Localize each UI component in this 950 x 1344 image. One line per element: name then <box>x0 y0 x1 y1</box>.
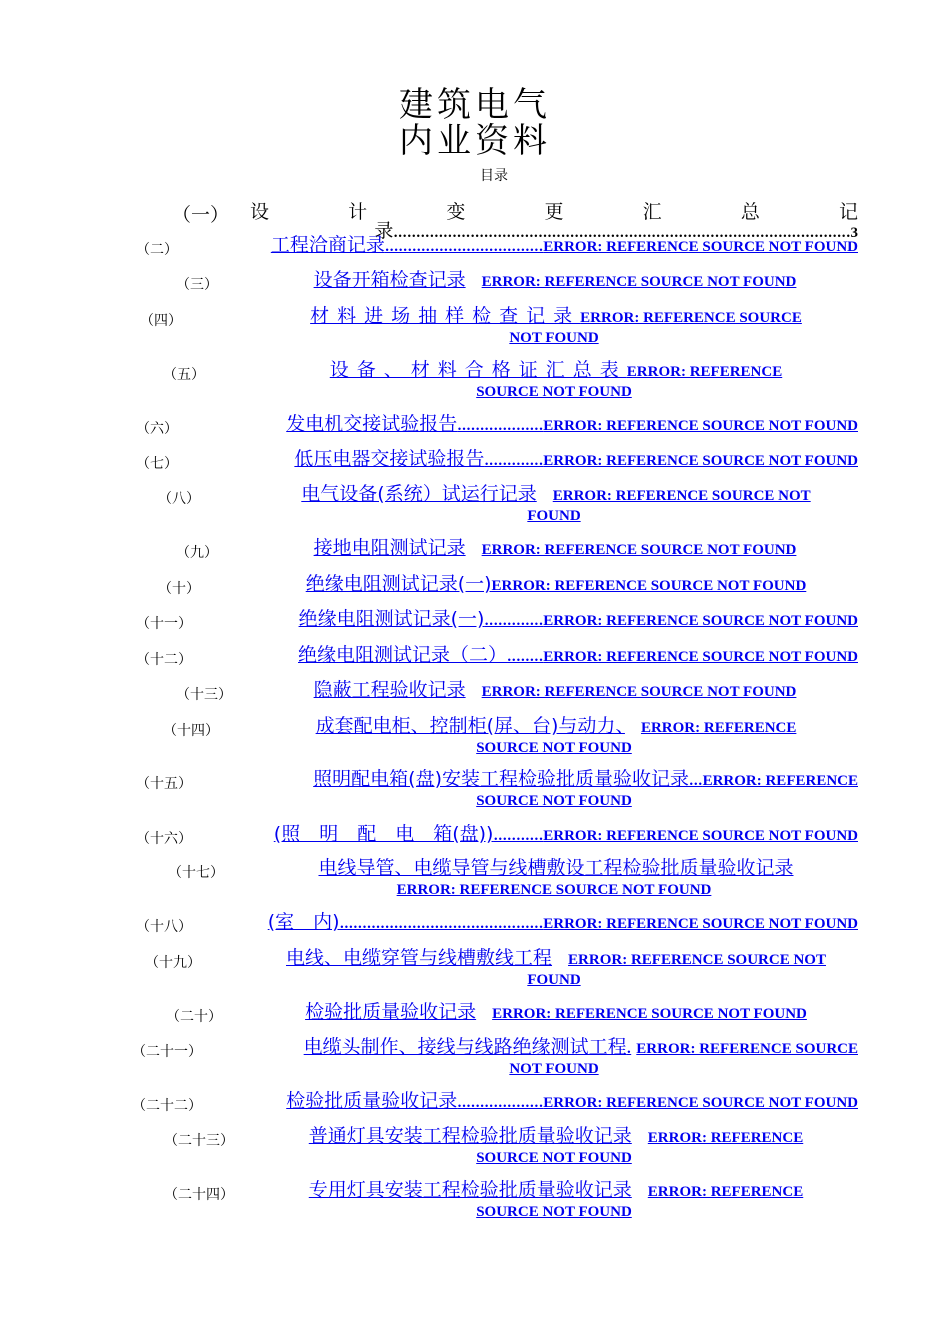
toc-entry-title[interactable]: 检验批质量验收记录 <box>286 1090 458 1112</box>
toc-entry-line[interactable] <box>290 681 820 702</box>
toc-leader-dots: ............. <box>484 454 544 469</box>
toc-page-ref[interactable]: ERROR: REFERENCE SOURCE NOT <box>568 952 826 968</box>
toc-entry-line[interactable] <box>290 271 820 292</box>
toc-leader-dots: ............. <box>484 614 544 629</box>
toc-heading: 目录 <box>480 168 508 184</box>
toc-entry-number: （二十四） <box>164 1187 234 1203</box>
toc-entry-title[interactable]: 低压电器交接试验报告 <box>294 448 485 470</box>
toc-entry-title[interactable]: 电线、电缆穿管与线槽敷线工程 <box>286 947 553 969</box>
toc-page-ref-continued[interactable]: SOURCE NOT FOUND <box>476 1150 632 1166</box>
toc-entry-line[interactable] <box>280 1181 832 1202</box>
toc-leader-dots: ................... <box>457 419 544 434</box>
toc-page-ref[interactable]: ERROR: REFERENCE <box>702 773 858 789</box>
toc-entry-title[interactable]: 设备开箱检查记录 <box>313 269 466 291</box>
toc-entry-title: 设计变更汇总记录 <box>250 201 858 242</box>
toc-entry-title[interactable]: (室 内) <box>267 911 340 933</box>
toc-entry-line[interactable] <box>280 361 832 382</box>
toc-page-ref[interactable]: ERROR: REFERENCE SOURCE NOT FOUND <box>543 453 858 469</box>
toc-entry-line[interactable] <box>250 1092 858 1113</box>
toc-leader-dots: ........ <box>507 650 544 665</box>
toc-page-ref-continued[interactable]: ERROR: REFERENCE SOURCE NOT FOUND <box>396 882 712 898</box>
toc-entry-number: （三） <box>176 277 218 293</box>
toc-entry-number: （十一） <box>136 616 192 632</box>
toc-entry-line[interactable] <box>280 1003 832 1024</box>
toc-entry-line[interactable] <box>250 307 862 328</box>
toc-page-ref[interactable]: ERROR: REFERENCE <box>647 1184 804 1200</box>
toc-page-ref[interactable]: ERROR: REFERENCE <box>640 720 797 736</box>
toc-entry-number: （十四） <box>163 723 219 739</box>
toc-entry-number: （十） <box>158 581 200 597</box>
toc-entry-number: （十二） <box>136 652 192 668</box>
toc-entry-title[interactable]: 绝缘电阻测试记录(一) <box>298 608 485 630</box>
toc-entry-line[interactable] <box>250 825 858 846</box>
toc-page-ref[interactable]: ERROR: REFERENCE SOURCE NOT <box>552 488 811 504</box>
toc-entry-number: （十八） <box>136 919 192 935</box>
toc-entry-number: （四） <box>140 313 182 329</box>
toc-leader-dots: ................... <box>457 1096 544 1111</box>
toc-entry-title[interactable]: 绝缘电阻测试记录（二） <box>298 644 508 666</box>
toc-entry-line[interactable] <box>250 859 862 878</box>
toc-entry-number: （十五） <box>136 776 192 792</box>
toc-page-ref-continued[interactable]: NOT FOUND <box>509 330 599 346</box>
toc-page-ref[interactable]: ERROR: REFERENCE SOURCE NOT FOUND <box>543 613 858 629</box>
toc-entry-number: （二十） <box>166 1009 222 1025</box>
toc-page-ref[interactable]: ERROR: REFERENCE <box>626 364 783 380</box>
toc-entry-line[interactable] <box>250 415 858 436</box>
toc-entry-number: （一） <box>172 204 230 226</box>
toc-page-ref[interactable]: ERROR: REFERENCE SOURCE NOT FOUND <box>543 239 858 255</box>
toc-entry-title[interactable]: 电缆头制作、接线与线路绝缘测试工程 <box>303 1036 627 1058</box>
toc-page-ref[interactable]: ERROR: REFERENCE SOURCE NOT FOUND <box>481 274 797 290</box>
toc-entry-number: （十三） <box>176 687 232 703</box>
toc-entry-title[interactable]: 工程洽商记录 <box>270 234 385 256</box>
toc-entry-title[interactable]: 电线导管、电缆导管与线槽敷设工程检验批质量验收记录 <box>318 857 794 879</box>
toc-entry-line[interactable] <box>270 485 842 506</box>
toc-entry-line[interactable] <box>250 646 858 667</box>
toc-entry-title[interactable]: 绝缘电阻测试记录(一) <box>305 573 492 595</box>
toc-entry-line[interactable] <box>250 913 858 934</box>
toc-entry-line[interactable] <box>290 539 820 560</box>
toc-entry-number: （二十二） <box>132 1098 202 1114</box>
toc-entry-number: （五） <box>163 367 205 383</box>
toc-entry-number: （八） <box>158 491 200 507</box>
toc-page-ref-continued[interactable]: SOURCE NOT FOUND <box>476 384 632 400</box>
toc-entry-title[interactable]: 成套配电柜、控制柜(屏、台)与动力、 <box>315 715 625 737</box>
toc-page-ref[interactable]: ERROR: REFERENCE SOURCE NOT FOUND <box>481 684 797 700</box>
toc-page-ref[interactable]: ERROR: REFERENCE SOURCE NOT FOUND <box>481 542 797 558</box>
toc-entry-title[interactable]: 设备、材料合格证汇总表 <box>329 359 627 381</box>
toc-page-ref[interactable]: ERROR: REFERENCE SOURCE NOT FOUND <box>543 828 858 844</box>
toc-entry-title[interactable]: 普通灯具安装工程检验批质量验收记录 <box>308 1125 632 1147</box>
toc-entry-line[interactable] <box>250 610 858 631</box>
toc-page-ref[interactable]: ERROR: REFERENCE SOURCE NOT FOUND <box>543 1095 858 1111</box>
toc-entry-title[interactable]: 专用灯具安装工程检验批质量验收记录 <box>308 1179 632 1201</box>
toc-page-ref[interactable]: ERROR: REFERENCE SOURCE NOT FOUND <box>543 916 858 932</box>
toc-entry-title[interactable]: 隐蔽工程验收记录 <box>313 679 466 701</box>
toc-entry-title[interactable]: 发电机交接试验报告 <box>286 413 458 435</box>
toc-page-ref[interactable]: ERROR: REFERENCE SOURCE <box>580 310 802 326</box>
document-title-line-1: 建筑电气 <box>399 85 551 125</box>
toc-entry-number: （二十一） <box>132 1044 202 1060</box>
toc-page-ref-continued[interactable]: FOUND <box>527 972 581 988</box>
toc-leader-dots: ............................................. <box>339 917 544 932</box>
toc-entry-number: （七） <box>136 456 178 472</box>
toc-entry-line[interactable] <box>280 1127 832 1148</box>
toc-page-ref[interactable]: ERROR: REFERENCE <box>647 1130 804 1146</box>
toc-leader-dots: ..................................................................................................... <box>393 226 851 241</box>
toc-page-ref[interactable]: ERROR: REFERENCE SOURCE <box>636 1041 858 1057</box>
toc-entry-number: （二） <box>136 242 178 258</box>
toc-leader-dots: ................................... <box>384 240 544 255</box>
toc-entry-line[interactable] <box>250 770 858 791</box>
toc-entry-title[interactable]: 照明配电箱(盘)安装工程检验批质量验收记录 <box>313 768 689 790</box>
toc-entry-title[interactable]: 检验批质量验收记录 <box>305 1001 477 1023</box>
toc-page-ref: 3 <box>850 225 858 241</box>
toc-entry-line[interactable] <box>270 575 842 596</box>
toc-entry-number: （十九） <box>145 955 201 971</box>
toc-page-ref[interactable]: ERROR: REFERENCE SOURCE NOT FOUND <box>492 1006 807 1022</box>
toc-entry-title[interactable]: 电气设备(系统）试运行记录 <box>301 483 537 505</box>
toc-entry-title[interactable]: 材料进场抽样检查记录 <box>310 305 581 327</box>
toc-page-ref[interactable]: ERROR: REFERENCE SOURCE NOT FOUND <box>543 649 858 665</box>
toc-page-ref-continued[interactable]: SOURCE NOT FOUND <box>476 793 632 809</box>
toc-page-ref-continued[interactable]: FOUND <box>527 508 581 524</box>
toc-entry-number: （十六） <box>136 831 192 847</box>
toc-leader-dots: ........... <box>493 829 544 844</box>
toc-entry-title[interactable]: (照 明 配 电 箱(盘)) <box>273 823 494 845</box>
toc-leader-dots: ... <box>688 774 703 789</box>
toc-page-ref-continued[interactable]: NOT FOUND <box>509 1061 599 1077</box>
toc-leader-dots: . <box>626 1042 632 1057</box>
toc-entry-title[interactable]: 接地电阻测试记录 <box>313 537 466 559</box>
toc-entry-line[interactable] <box>250 236 858 257</box>
toc-page-ref-continued[interactable]: SOURCE NOT FOUND <box>476 740 632 756</box>
toc-entry-number: （六） <box>136 421 178 437</box>
toc-entry-line[interactable] <box>280 717 832 738</box>
toc-entry-number: （十七） <box>168 865 224 881</box>
toc-page-ref[interactable]: ERROR: REFERENCE SOURCE NOT FOUND <box>543 418 858 434</box>
toc-page-ref[interactable]: ERROR: REFERENCE SOURCE NOT FOUND <box>491 578 807 594</box>
toc-entry-line[interactable] <box>250 450 858 471</box>
toc-entry-line[interactable] <box>255 949 857 970</box>
document-title-line-2: 内业资料 <box>399 121 551 161</box>
toc-entry-line[interactable] <box>250 1038 858 1059</box>
toc-page-ref-continued[interactable]: SOURCE NOT FOUND <box>476 1204 632 1220</box>
toc-entry-number: （九） <box>176 545 218 561</box>
toc-entry-number: （二十三） <box>164 1133 234 1149</box>
